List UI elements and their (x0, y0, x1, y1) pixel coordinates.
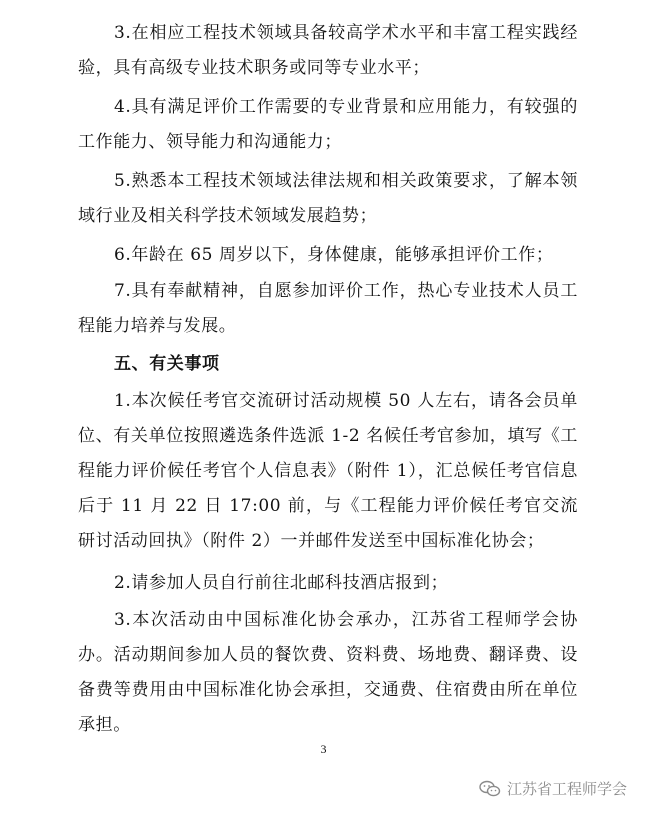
paragraph-requirement-6: 6.年龄在 65 周岁以下，身体健康，能够承担评价工作； (114, 245, 554, 265)
paragraph-matter-2: 2.请参加人员自行前往北邮科技酒店报到； (114, 573, 449, 593)
paragraph-matter-3: 3.本次活动由中国标准化协会承办，江苏省工程师学会协办。活动期间参加人员的餐饮费、资料费、场地费、翻译费、设备费等费用由中国标准化协会承担，交通费、住宿费由所在单位承担。 (78, 610, 578, 735)
watermark-text: 江苏省工程师学会 (506, 780, 627, 798)
paragraph-requirement-5: 5.熟悉本工程技术领域法律法规和相关政策要求，了解本领域行业及相关科学技术领域发展趋势； (78, 171, 578, 226)
paragraph-requirement-7: 7.具有奉献精神，自愿参加评价工作，热心专业技术人员工程能力培养与发展。 (78, 281, 578, 336)
paragraph-requirement-4: 4.具有满足评价工作需要的专业背景和应用能力，有较强的工作能力、领导能力和沟通能力； (78, 97, 578, 152)
watermark (479, 778, 627, 799)
paragraph-matter-1: 1.本次候任考官交流研讨活动规模 50 人左右，请各会员单位、有关单位按照遴选条件选派 1-2 名候任考官参加，填写《工程能力评价候任考官个人信息表》（附件 1），汇总候任考官信息后于 11 月 22 日 17:00 前，与《工程能力评价候任考官交流研讨活动回执》（附件 2）一并邮件发送至中国标准化协会； (78, 391, 578, 551)
paragraph-requirement-3: 3.在相应工程技术领域具备较高学术水平和丰富工程实践经验，具有高级专业技术职务或同等专业水平； (78, 23, 578, 78)
wechat-icon (479, 780, 501, 798)
section-heading: 五、有关事项 (114, 354, 220, 374)
page-number: 3 (320, 742, 327, 756)
